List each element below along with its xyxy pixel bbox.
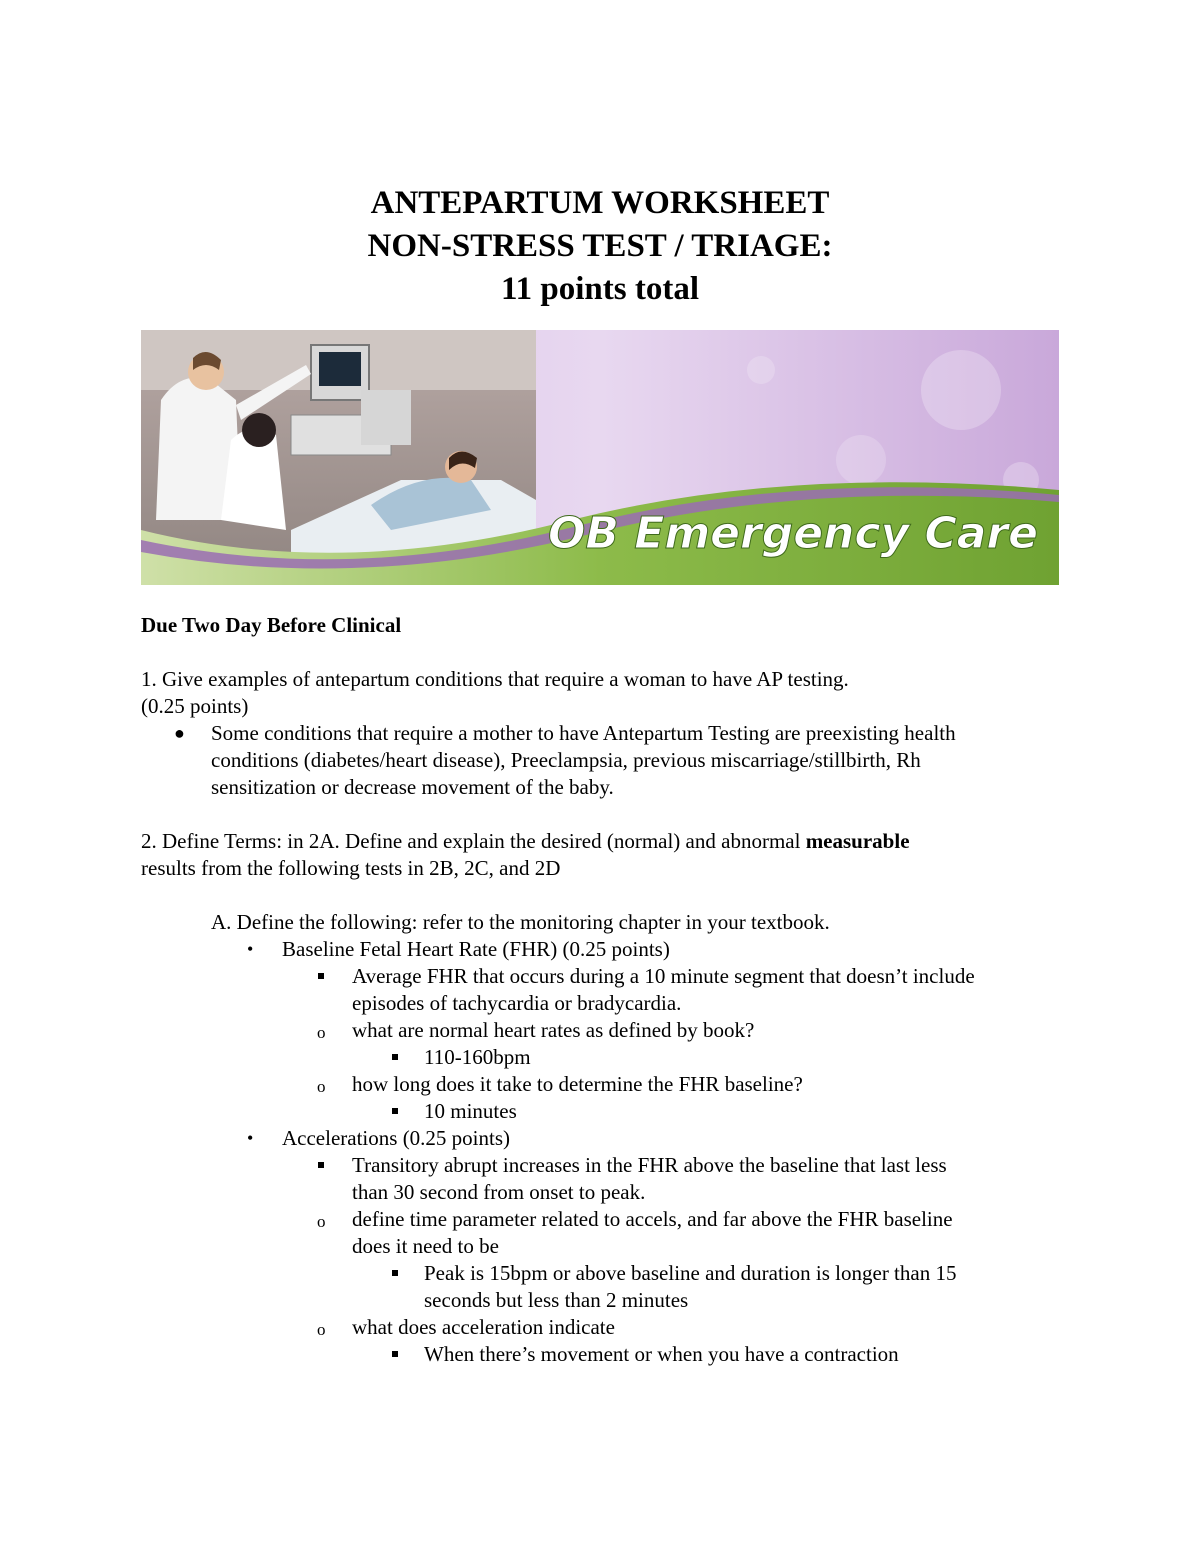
section-a-heading: A. Define the following: refer to the monitoring chapter in your textbook. [211,910,830,934]
banner-title: OB Emergency Care [548,508,1038,559]
title-line-1: ANTEPARTUM WORKSHEET [370,185,830,221]
square-bullet-icon [392,1108,398,1114]
accel-question-1-line-2: does it need to be [352,1234,499,1258]
q1-answer-line-1: Some conditions that require a mother to have Antepartum Testing are preexisting health [211,721,956,745]
accelerations-label: Accelerations (0.25 points) [282,1126,511,1150]
circle-bullet-icon: o [317,1212,326,1231]
due-date-note: Due Two Day Before Clinical [141,613,402,637]
q2-prompt-continued: results from the following tests in 2B, 2C, and 2D [141,856,561,880]
square-bullet-icon [318,1162,324,1168]
baseline-question-1: what are normal heart rates as defined by book? [352,1018,755,1042]
accel-definition-line-2: than 30 second from onset to peak. [352,1180,646,1204]
title-line-2: NON-STRESS TEST / TRIAGE: [367,228,833,264]
square-bullet-icon [392,1270,398,1276]
accel-answer-2: When there’s movement or when you have a contraction [424,1342,899,1366]
bullet-icon: • [247,939,254,959]
baseline-question-2: how long does it take to determine the FHR baseline? [352,1072,803,1096]
baseline-definition-line-2: episodes of tachycardia or bradycardia. [352,991,682,1015]
q2-prompt-text: 2. Define Terms: in 2A. Define and explain the desired (normal) and abnormal [141,829,806,853]
q1-answer-line-3: sensitization or decrease movement of the baby. [211,775,614,799]
circle-bullet-icon: o [317,1320,326,1339]
accel-definition-line-1: Transitory abrupt increases in the FHR above the baseline that last less [352,1153,947,1177]
accel-answer-1-line-1: Peak is 15bpm or above baseline and duration is longer than 15 [424,1261,957,1285]
baseline-answer-1: 110-160bpm [424,1045,531,1069]
baseline-fhr-label: Baseline Fetal Heart Rate (FHR) (0.25 points) [282,937,670,961]
square-bullet-icon [318,973,324,979]
q2-prompt-emphasis: measurable [805,829,910,853]
bullet-icon: ● [174,723,185,743]
title-line-3: 11 points total [500,271,700,307]
baseline-definition-line-1: Average FHR that occurs during a 10 minute segment that doesn’t include [352,964,975,988]
q1-answer-line-2: conditions (diabetes/heart disease), Preeclampsia, previous miscarriage/stillbirth, Rh [211,748,921,772]
bullet-icon: • [247,1128,254,1148]
q1-points: (0.25 points) [141,694,249,718]
ob-emergency-care-banner [141,330,1059,585]
circle-bullet-icon: o [317,1023,326,1042]
accel-question-1-line-1: define time parameter related to accels, and far above the FHR baseline [352,1207,953,1231]
square-bullet-icon [392,1054,398,1060]
accel-answer-1-line-2: seconds but less than 2 minutes [424,1288,689,1312]
circle-bullet-icon: o [317,1077,326,1096]
q2-prompt [141,828,910,855]
square-bullet-icon [392,1351,398,1357]
baseline-answer-2: 10 minutes [424,1099,517,1123]
q1-prompt: 1. Give examples of antepartum conditions that require a woman to have AP testing. [141,667,849,691]
accel-question-2: what does acceleration indicate [352,1315,615,1339]
banner-illustration [141,330,1059,585]
